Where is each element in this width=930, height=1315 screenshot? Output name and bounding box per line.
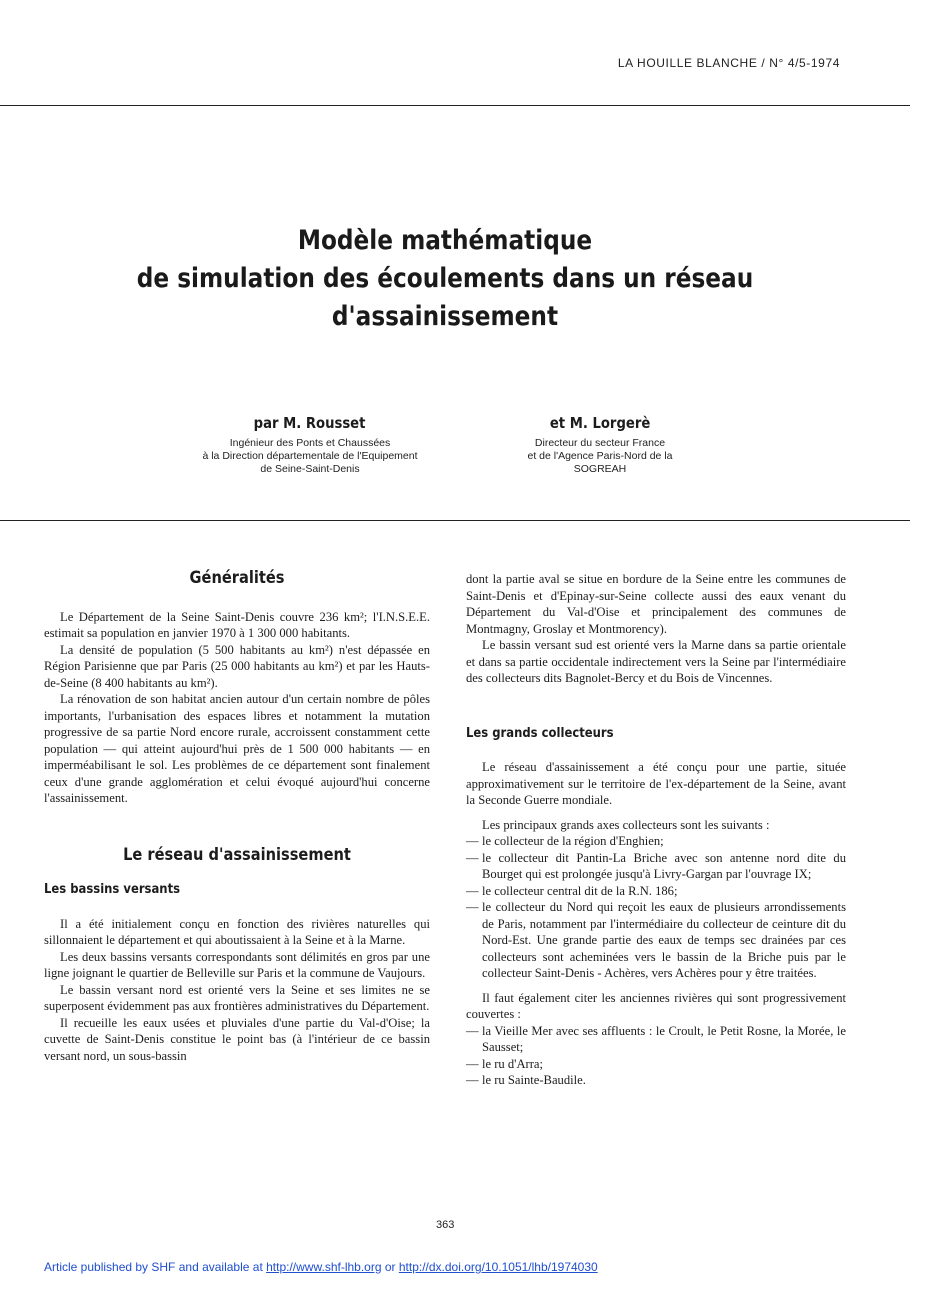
list-item: — le collecteur de la région d'Enghien; [466,833,846,850]
paragraph: Il a été initialement conçu en fonction des rivières naturelles qui sillonnaient le département et qui aboutissaient à la Seine et à la Marne. [44,916,430,947]
paragraph: La rénovation de son habitat ancien autour d'un certain nombre de pôles importants, l'urbanisation des espaces libres et notamment la mutation progressive de sa partie Nord encore rurale, accroissent constamment cette population — qui atteint aujourd'hui près de 1 500 000 habitants — en imperméabilisant le sol. Les problèmes de ce département sont finalement ceux d'une grande agglomération et celui évoqué aujourd'hui concerne l'assainissement. [44,692,430,805]
heading-reseau: Le réseau d'assainissement [123,844,351,865]
list-item: — le collecteur dit Pantin-La Briche avec son antenne nord dite du Bourget qui est prolongée jusqu'à Livry-Gargan par l'ouvrage IX; [466,850,846,883]
author-lorgere [450,414,750,476]
list-item: — le ru d'Arra; [466,1056,846,1073]
paragraph: Il recueille les eaux usées et pluviales d'une partie du Val-d'Oise; la cuvette de Saint-Denis constitue le point bas (à l'intérieur de ce bassin versant nord, un sous-bassin [44,1015,430,1063]
journal-header: LA HOUILLE BLANCHE / N° 4/5-1974 [617,56,840,70]
section-rule [0,520,910,521]
rivers-list [466,1023,846,1089]
author-affiliation-line: Ingénieur des Ponts et Chaussées [229,437,391,449]
author-affiliation-line: SOGREAH [573,463,627,475]
top-rule [0,105,910,106]
shf-link[interactable]: http://www.shf-lhb.org [266,1260,382,1274]
doi-link[interactable]: http://dx.doi.org/10.1051/lhb/1974030 [398,1260,598,1274]
author-name: par M. Rousset [254,414,366,432]
title-line-2: de simulation des écoulements dans un réseau [136,263,754,294]
paragraph: Le réseau d'assainissement a été conçu pour une partie, située approximativement sur le territoire de l'ex-département de la Seine, avant la Seconde Guerre mondiale. [466,760,846,807]
author-affiliation-line: de Seine-Saint-Denis [260,463,360,475]
footer-middle: or [381,1260,399,1274]
author-name: et M. Lorgerè [549,414,651,432]
paragraph: Il faut également citer les anciennes rivières qui sont progressivement couvertes : [466,990,846,1021]
paragraph: Le bassin versant sud est orienté vers la Marne dans sa partie orientale et dans sa partie occidentale indirectement vers la Seine par l'intermédiaire des collecteurs dits Bagnolet-Bercy et du Bois de Vincennes. [466,638,846,685]
heading-grands-collecteurs: Les grands collecteurs [466,724,614,741]
author-affiliation-line: Directeur du secteur France [534,437,666,449]
paragraph: Le Département de la Seine Saint-Denis couvre 236 km²; l'I.N.S.E.E. estimait sa population en janvier 1970 à 1 300 000 habitants. [44,609,430,640]
paragraph: Le bassin versant nord est orienté vers la Seine et ses limites ne se superposent évidemment pas aux frontières administratives du Département. [44,982,430,1013]
paragraph: Les principaux grands axes collecteurs sont les suivants : [482,817,770,832]
paragraph: Les deux bassins versants correspondants sont délimités en gros par une ligne joignant le quartier de Belleville sur Paris et la commune de Vaujours. [44,949,430,980]
author-rousset [160,414,460,476]
collectors-list [466,833,846,982]
list-item: — le collecteur du Nord qui reçoit les eaux de plusieurs arrondissements de Paris, notamment par l'intermédiaire du collecteur de ceinture dit du Nord-Est. Une grande partie des eaux de temps sec drainées par ces collecteurs sont acheminées vers le bassin de la Briche puis par le collecteur Saint-Denis - Achères, vers Achères pour y être traitées. [466,899,846,982]
heading-bassins-versants: Les bassins versants [44,881,181,897]
paragraph: dont la partie aval se situe en bordure de la Seine entre les communes de Saint-Denis et d'Epinay-sur-Seine collecte aussi des eaux venant du Département du Val-d'Oise et principalement des communes de Montmagny, Groslay et Montmorency). [466,572,846,636]
author-affiliation-line: et de l'Agence Paris-Nord de la [527,450,673,462]
list-item: — le ru Sainte-Baudile. [466,1072,846,1089]
list-item: — le collecteur central dit de la R.N. 186; [466,883,846,900]
list-item: — la Vieille Mer avec ses affluents : le Croult, le Petit Rosne, la Morée, le Sausset; [466,1023,846,1056]
heading-generalites: Généralités [189,568,285,588]
footer-prefix: Article published by SHF and available at [44,1260,267,1274]
article-footer [44,1260,598,1274]
page-number: 363 [436,1219,455,1231]
right-column [466,571,846,1089]
author-affiliation-line: à la Direction départementale de l'Equipement [202,450,418,462]
left-column [44,568,430,1064]
paragraph: La densité de population (5 500 habitants au km²) n'est dépassée en Région Parisienne que par Paris (25 000 habitants au km²) et par les Hauts-de-Seine (8 400 habitants au km²). [44,642,430,690]
article-title [62,222,827,336]
title-line-3: d'assainissement [331,301,559,332]
title-line-1: Modèle mathématique [297,225,593,256]
